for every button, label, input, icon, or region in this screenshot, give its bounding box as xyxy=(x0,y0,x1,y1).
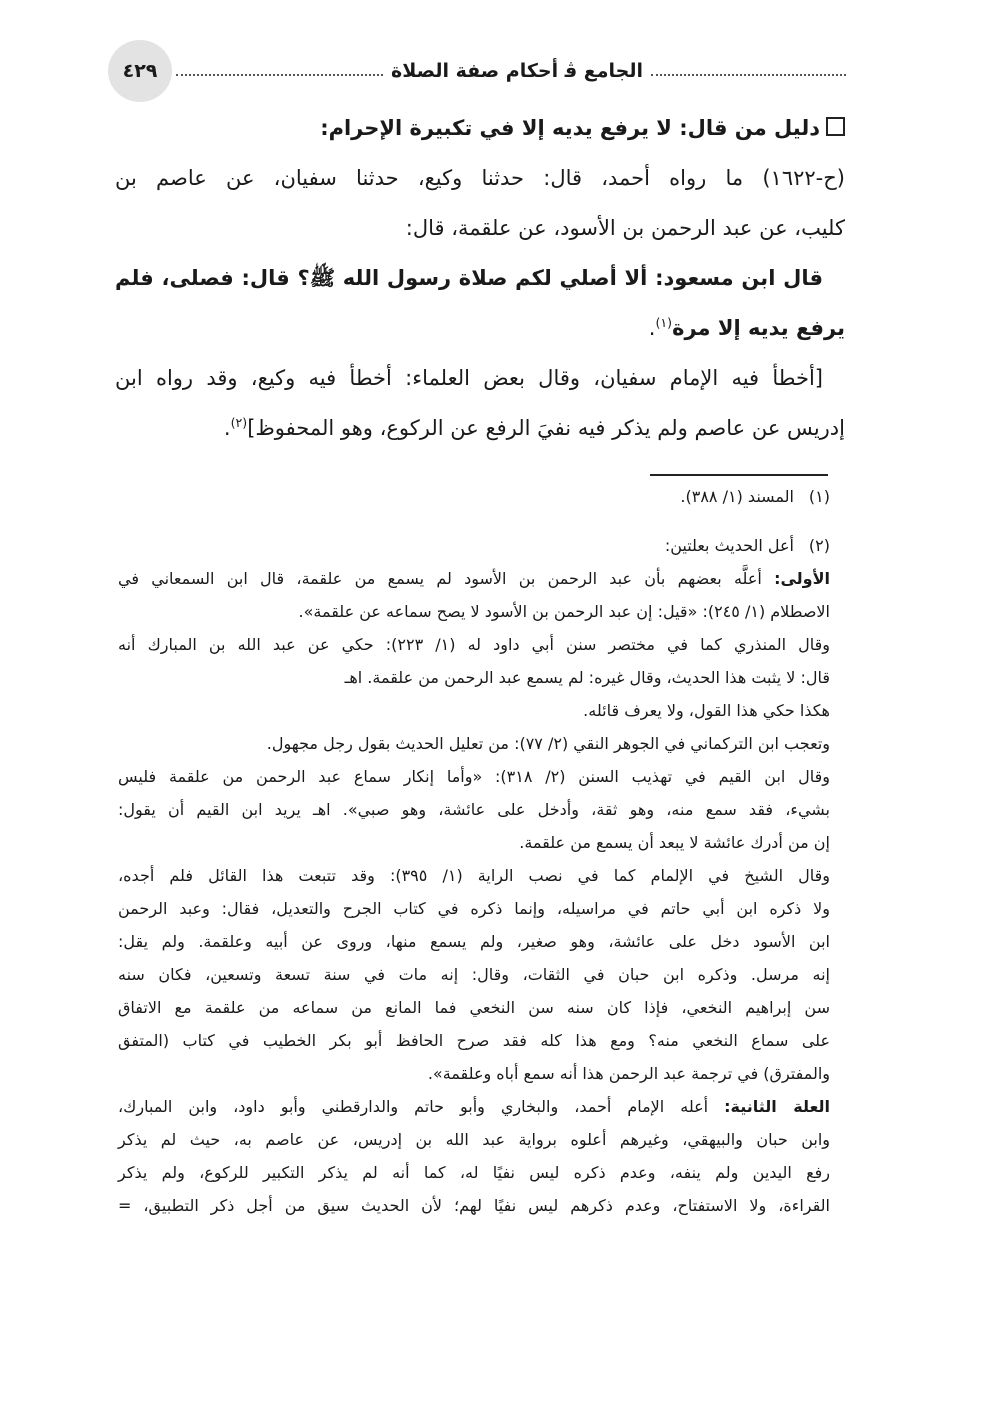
footnote-reference[interactable]: (١) xyxy=(655,315,673,330)
footnote-line xyxy=(118,826,830,859)
main-line xyxy=(115,208,845,258)
square-bullet-icon xyxy=(826,117,845,136)
running-header xyxy=(176,56,846,86)
footnote-separator xyxy=(650,474,828,476)
footnote-line xyxy=(118,694,830,727)
text-run: وقال المنذري كما في مختصر سنن أبي داود له (١/ ٢٢٣): حكي عن عبد الله بن المبارك أنه xyxy=(118,635,830,654)
footnote-number: (٢) xyxy=(808,536,830,555)
footnote-line xyxy=(118,480,830,513)
main-line xyxy=(115,408,845,458)
text-run: قال: لا يثبت هذا الحديث، وقال غيره: لم يسمع عبد الرحمن من علقمة. اهـ xyxy=(344,668,830,687)
text-run: ابن الأسود دخل على عائشة، وهو صغير، ولم يسمع منها، وروى عن أبيه وعلقمة. ولم يقل: xyxy=(118,932,830,951)
main-line xyxy=(115,108,845,158)
text-run: والمفترق) في ترجمة عبد الرحمن هذا أنه سمع أباه وعلقمة». xyxy=(427,1064,830,1083)
footnote-line xyxy=(118,760,830,793)
text-run: سن إبراهيم النخعي، فإذا كان سنه سن النخعي فما المانع من سماعه من علقمة مع الاتفاق xyxy=(118,998,830,1017)
text-run: [أخطأ فيه الإمام سفيان، وقال بعض العلماء: أخطأ فيه وكيع، وقد رواه ابن xyxy=(115,366,823,390)
footnote-line xyxy=(118,892,830,925)
footnote-line xyxy=(118,1123,830,1156)
text-run: (ح-١٦٢٢) ما رواه أحمد، قال: حدثنا وكيع، حدثنا سفيان، عن عاصم بن xyxy=(115,166,845,190)
footnote-line xyxy=(118,727,830,760)
footnote-line xyxy=(118,991,830,1024)
footnote-line xyxy=(118,1156,830,1189)
footnote-line xyxy=(118,925,830,958)
footnote-line xyxy=(118,628,830,661)
footnote-line xyxy=(118,1024,830,1057)
footnote-line xyxy=(118,595,830,628)
text-run: إن من أدرك عائشة لا يبعد أن يسمع من علقمة. xyxy=(519,833,830,852)
text-run: وقال الشيخ في الإلمام كما في نصب الراية (١/ ٣٩٥): وقد تتبعت هذا القائل فلم أجده، xyxy=(118,866,830,885)
text-run: العلة الثانية: xyxy=(724,1097,831,1116)
footnote-line xyxy=(118,1189,830,1222)
footnote-line xyxy=(118,958,830,991)
text-run: المسند (١/ ٣٨٨). xyxy=(680,487,794,506)
text-run: . xyxy=(648,316,656,340)
text-run: إنه مرسل. وذكره ابن حبان في الثقات، وقال: إنه مات في سنة تسعة وتسعين، فكان سنه xyxy=(118,965,830,984)
footnote-number: (١) xyxy=(808,487,830,506)
footnotes xyxy=(118,480,830,1222)
footnote-line xyxy=(118,1090,830,1123)
text-run: وابن حبان والبيهقي، وغيرهم أعلوه برواية عبد الله بن إدريس، عن عاصم به، حيث لم يذكر xyxy=(118,1130,830,1149)
footnote-line xyxy=(118,793,830,826)
text-run: بشيء، فقد سمع منه، وهو ثقة، وأدخل على عائشة، وهو صبي». اهـ يريد ابن القيم أن يقول: xyxy=(118,800,830,819)
text-run: ولا ذكره ابن أبي حاتم في مراسيله، وإنما ذكره في كتاب الجرح والتعديل، فقال: وعبد الرحمن xyxy=(118,899,830,918)
main-text xyxy=(115,108,845,458)
text-run: الاصطلام (١/ ٢٤٥): «قيل: إن عبد الرحمن بن الأسود لا يصح سماعه عن علقمة». xyxy=(298,602,830,621)
text-run: يرفع يديه إلا مرة xyxy=(672,316,845,340)
text-run: أعلَّه بعضهم بأن عبد الرحمن بن الأسود لم يسمع من علقمة، قال ابن السمعاني في xyxy=(118,569,775,588)
text-run: وتعجب ابن التركماني في الجوهر النقي (٢/ ٧٧): من تعليل الحديث بقول رجل مجهول. xyxy=(266,734,830,753)
footnote-reference[interactable]: (٢) xyxy=(230,415,248,430)
text-run: القراءة، ولا الاستفتاح، وعدم ذكرهم ليس نفيًا لهم؛ لأن الحديث سيق من أجل ذكر التطبيق، = xyxy=(118,1196,830,1215)
footnote-line xyxy=(118,859,830,892)
text-run: على سماع النخعي منه؟ ومع هذا كله فقد صرح الحافظ أبو بكر الخطيب في كتاب (المتفق xyxy=(118,1031,830,1050)
dotted-leader-right xyxy=(651,74,846,76)
running-title: الجامع ﭬ أحكام صفة الصلاة xyxy=(390,60,643,82)
footnote-line xyxy=(118,661,830,694)
footnote-line xyxy=(118,1057,830,1090)
footnote-line xyxy=(118,562,830,595)
text-run: . xyxy=(223,416,231,440)
text-run: وقال ابن القيم في تهذيب السنن (٢/ ٣١٨): «وأما إنكار سماع عبد الرحمن من علقمة فليس xyxy=(118,767,831,786)
main-line xyxy=(115,308,845,358)
dotted-leader-left xyxy=(176,74,383,76)
text-run: كليب، عن عبد الرحمن بن الأسود، عن علقمة، قال: xyxy=(405,216,845,240)
text-run: أعله الإمام أحمد، والبخاري وأبو حاتم والدارقطني وأبو داود، وابن المبارك، xyxy=(118,1097,725,1116)
footnote-line xyxy=(118,529,830,562)
text-run: أعل الحديث بعلتين: xyxy=(664,536,794,555)
text-run: قال ابن مسعود: ألا أصلي لكم صلاة رسول الله ﷺ؟ قال: فصلى، فلم xyxy=(115,266,823,290)
main-line xyxy=(115,358,845,408)
main-line xyxy=(115,158,845,208)
text-run: إدريس عن عاصم ولم يذكر فيه نفيَ الرفع عن الركوع، وهو المحفوظ] xyxy=(247,416,845,440)
text-run: هكذا حكي هذا القول، ولا يعرف قائله. xyxy=(583,701,830,720)
text-run: الأولى: xyxy=(774,569,830,588)
main-line xyxy=(115,258,845,308)
text-run: رفع اليدين ولم ينفه، وعدم ذكره ليس نفيًا له، كما أنه لم يذكر التكبير للركوع، ولم يذكر xyxy=(118,1163,830,1182)
page-number: ٤٢٩ xyxy=(108,40,172,102)
text-run: دليل من قال: لا يرفع يديه إلا في تكبيرة الإحرام: xyxy=(320,116,820,140)
